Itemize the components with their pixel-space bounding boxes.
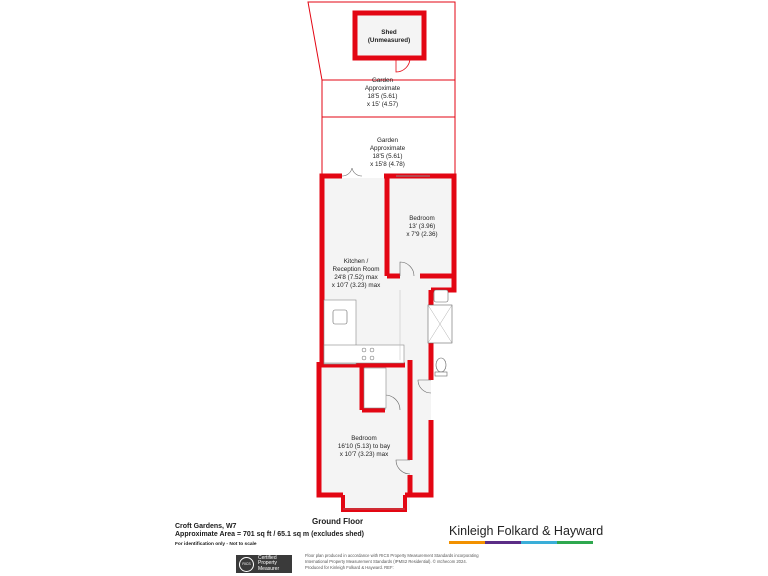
toilet — [436, 358, 446, 372]
approximate-area: Approximate Area = 701 sq ft / 65.1 sq m (excludes shed) — [175, 531, 365, 538]
brand-color-bar — [449, 541, 593, 544]
label-garden-upper: Garden Approximate 18'5 (5.61) x 15' (4.57) — [364, 77, 401, 108]
rics-logo-icon: RICS — [239, 557, 254, 572]
wc-cistern — [435, 372, 447, 376]
label-bedroom-front: Bedroom 16'10 (5.13) to bay x 10'7 (3.23) max — [337, 435, 391, 458]
label-bedroom-rear: Bedroom 13' (3.96) x 7'9 (2.36) — [406, 215, 438, 238]
brand-bar-green — [557, 541, 593, 544]
sink — [333, 310, 347, 324]
disclaimer: Floor plan produced in accordance with RICS Property Measurement Standards incorporating International Property Measurement Standards (IPMS2 Residential). © ntchecom 2024. Produced for Kinleigh Folkard & Hayward. REF: — [305, 553, 479, 570]
brand-bar-blue — [521, 541, 557, 544]
identification-note: For identification only - Not to scale — [175, 542, 257, 547]
label-kitchen: Kitchen / Reception Room 24'8 (7.52) max x 10'7 (3.23) max — [331, 258, 381, 289]
brand-bar-orange — [449, 541, 485, 544]
basin — [434, 290, 448, 302]
kitchen-counter-bottom — [324, 345, 404, 363]
bay-window — [343, 495, 405, 510]
rics-line3: Measurer — [258, 565, 280, 572]
label-garden-lower: Garden Approximate 18'5 (5.61) x 15'8 (4.78) — [369, 137, 406, 168]
brand-name: Kinleigh Folkard & Hayward — [449, 524, 604, 538]
address: Croft Gardens, W7 — [175, 523, 237, 530]
rics-badge — [236, 555, 292, 573]
brand-bar-purple — [485, 541, 521, 544]
rics-line2: Property — [258, 560, 277, 567]
cupboard — [364, 368, 386, 408]
rear-doors — [342, 168, 362, 176]
floor-label: Ground Floor — [312, 517, 364, 526]
label-shed: Shed (Unmeasured) — [367, 29, 411, 44]
rics-line1: Certified — [258, 555, 277, 562]
